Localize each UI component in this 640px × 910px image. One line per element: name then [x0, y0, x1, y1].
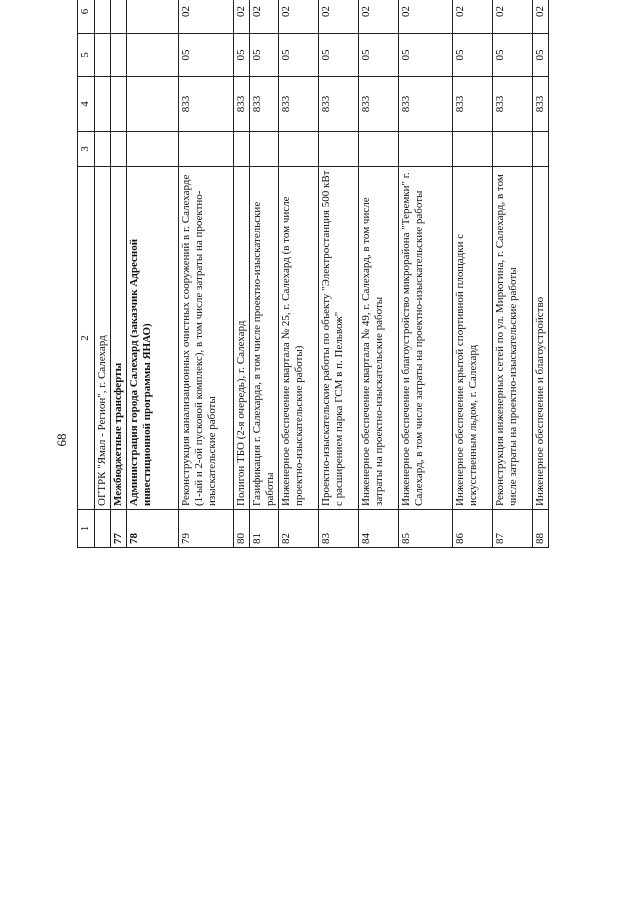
cell-section — [110, 34, 126, 77]
row-name: Администрация города Салехард (заказчик Адресной инвестиционной программы ЯНАО) — [126, 167, 178, 510]
row-number: 82 — [278, 510, 318, 548]
rotated-table-area — [77, 6, 580, 910]
row-name: Инженерное обеспечение и благоустройство — [532, 167, 548, 510]
column-header-5: 5 — [78, 34, 95, 77]
cell-col3 — [110, 132, 126, 167]
cell-section — [126, 34, 178, 77]
row-number: 85 — [398, 510, 452, 548]
cell-col3 — [318, 132, 358, 167]
table-row — [492, 0, 532, 548]
cell-section: 05 — [249, 34, 278, 77]
table-row — [249, 0, 278, 548]
cell-section: 05 — [452, 34, 492, 77]
cell-col3 — [532, 132, 548, 167]
cell-col3 — [178, 132, 233, 167]
cell-section: 05 — [318, 34, 358, 77]
row-name: Инженерное обеспечение квартала № 25, г. Салехард (в том числе проектно-изыскательские работы) — [278, 167, 318, 510]
cell-ministry-code: 833 — [249, 77, 278, 132]
row-number: 81 — [249, 510, 278, 548]
column-header-4: 4 — [78, 77, 95, 132]
cell-subsection: 02 — [452, 0, 492, 34]
row-number: 80 — [233, 510, 249, 548]
table-row — [318, 0, 358, 548]
cell-ministry-code: 833 — [233, 77, 249, 132]
row-name: Проектно-изыскательские работы по объекту "Электростанция 500 кВт с расширением парка ГСМ в п. Пельвож" — [318, 167, 358, 510]
cell-subsection: 02 — [398, 0, 452, 34]
cell-ministry-code: 833 — [532, 77, 548, 132]
table-row — [110, 0, 126, 548]
cell-section: 05 — [358, 34, 398, 77]
cell-subsection: 02 — [178, 0, 233, 34]
cell-section: 05 — [532, 34, 548, 77]
row-number: 88 — [532, 510, 548, 548]
cell-subsection — [95, 0, 111, 34]
row-number: 84 — [358, 510, 398, 548]
cell-ministry-code: 833 — [452, 77, 492, 132]
cell-col3 — [249, 132, 278, 167]
cell-ministry-code — [126, 77, 178, 132]
row-name: Реконструкция инженерных сетей по ул. Мирюгина, г. Салехард, в том числе затраты на проектно-изыскательские работы — [492, 167, 532, 510]
cell-ministry-code — [95, 77, 111, 132]
cell-ministry-code: 833 — [492, 77, 532, 132]
row-number: 77 — [110, 510, 126, 548]
cell-subsection: 02 — [249, 0, 278, 34]
cell-col3 — [278, 132, 318, 167]
cell-subsection: 02 — [532, 0, 548, 34]
budget-table — [77, 0, 549, 548]
cell-col3 — [233, 132, 249, 167]
header-row — [78, 0, 95, 548]
table-row — [278, 0, 318, 548]
cell-col3 — [492, 132, 532, 167]
row-number: 78 — [126, 510, 178, 548]
row-name: Реконструкция канализационных очистных сооружений в г. Салехарде (1-ый и 2-ой пусковой комплекс), в том числе затраты на проектно-изыскательские работы — [178, 167, 233, 510]
column-header-3: 3 — [78, 132, 95, 167]
row-name: Инженерное обеспечение и благоустройство микрорайона "Теремки" г. Салехард, в том числе затраты на проектно-изыскательские работы — [398, 167, 452, 510]
cell-section: 05 — [278, 34, 318, 77]
rotated-table-container — [77, 0, 580, 548]
row-name: Инженерное обеспечение крытой спортивной площадки с искусственным льдом, г. Салехард — [452, 167, 492, 510]
table-row — [452, 0, 492, 548]
row-name: Межбюджетные трансферты — [110, 167, 126, 510]
row-name: Инженерное обеспечение квартала № 49, г. Салехард, в том числе затраты на проектно-изыскательские работы — [358, 167, 398, 510]
table-body — [95, 0, 549, 548]
cell-col3 — [358, 132, 398, 167]
table-row — [532, 0, 548, 548]
cell-section: 05 — [233, 34, 249, 77]
row-number: 83 — [318, 510, 358, 548]
table-row — [358, 0, 398, 548]
row-number: 79 — [178, 510, 233, 548]
cell-ministry-code: 833 — [318, 77, 358, 132]
table-row — [126, 0, 178, 548]
cell-col3 — [126, 132, 178, 167]
column-header-2: 2 — [78, 167, 95, 510]
row-name: Полигон ТБО (2-я очередь), г. Салехард — [233, 167, 249, 510]
cell-ministry-code — [110, 77, 126, 132]
row-name: Газификация г. Салехарда, в том числе проектно-изыскательские работы — [249, 167, 278, 510]
cell-subsection — [110, 0, 126, 34]
cell-subsection — [126, 0, 178, 34]
table-row — [398, 0, 452, 548]
cell-ministry-code: 833 — [278, 77, 318, 132]
row-name: ОГТРК "Ямал - Регион", г. Салехард — [95, 167, 111, 510]
table-row — [178, 0, 233, 548]
cell-section: 05 — [398, 34, 452, 77]
cell-subsection: 02 — [233, 0, 249, 34]
cell-subsection: 02 — [318, 0, 358, 34]
table-row — [233, 0, 249, 548]
cell-col3 — [452, 132, 492, 167]
row-number: 87 — [492, 510, 532, 548]
cell-col3 — [95, 132, 111, 167]
cell-subsection: 02 — [492, 0, 532, 34]
row-number: 86 — [452, 510, 492, 548]
cell-subsection: 02 — [278, 0, 318, 34]
cell-ministry-code: 833 — [178, 77, 233, 132]
cell-section: 05 — [178, 34, 233, 77]
page-number: 68 — [54, 433, 69, 447]
table-row — [95, 0, 111, 548]
cell-section — [95, 34, 111, 77]
cell-ministry-code: 833 — [358, 77, 398, 132]
cell-section: 05 — [492, 34, 532, 77]
row-number — [95, 510, 111, 548]
cell-subsection: 02 — [358, 0, 398, 34]
column-header-6: 6 — [78, 0, 95, 34]
cell-col3 — [398, 132, 452, 167]
cell-ministry-code: 833 — [398, 77, 452, 132]
column-header-1: 1 — [78, 510, 95, 548]
